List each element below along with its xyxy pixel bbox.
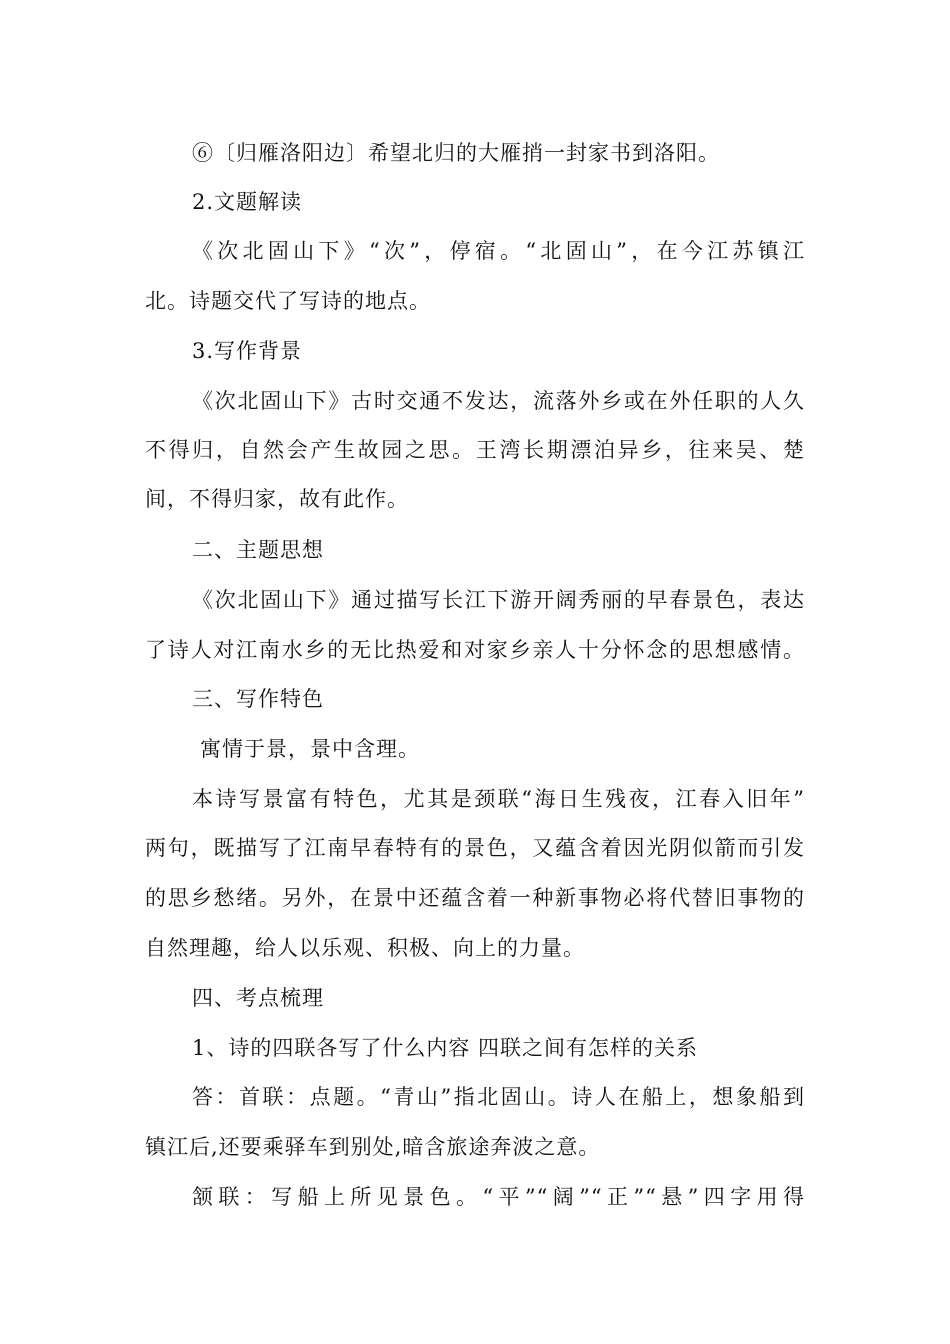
features-line-1: 本诗写景富有特色，尤其是颈联“海日生残夜，江春入旧年” (192, 787, 805, 811)
heading-theme: 二、主题思想 (192, 538, 324, 562)
features-line-4: 自然理趣，给人以乐观、积极、向上的力量。 (145, 936, 585, 960)
answer-line-1: 答：首联：点题。“青山”指北固山。诗人在船上，想象船到 (192, 1085, 805, 1109)
features-line-2: 两句，既描写了江南早春特有的景色，又蕴含着因光阴似箭而引发 (145, 836, 805, 860)
answer-line-3: 颔联：写船上所见景色。“平”“阔”“正”“悬”四字用得 (192, 1185, 805, 1209)
question-1: 1、诗的四联各写了什么内容 四联之间有怎样的关系 (192, 1036, 699, 1060)
background-line-2: 不得归，自然会产生故园之思。王湾长期漂泊异乡，往来吴、楚 (145, 438, 805, 462)
note-6-line: ⑥〔归雁洛阳边〕希望北归的大雁捎一封家书到洛阳。 (192, 141, 720, 165)
features-summary: 寓情于景，景中含理。 (200, 737, 420, 761)
heading-key-points: 四、考点梳理 (192, 986, 324, 1010)
theme-line-1: 《次北固山下》通过描写长江下游开阔秀丽的早春景色，表达 (192, 588, 805, 612)
heading-writing-background: 3.写作背景 (192, 339, 303, 363)
background-line-3: 间，不得归家，故有此作。 (145, 487, 409, 511)
heading-writing-features: 三、写作特色 (192, 687, 324, 711)
title-interpretation-line-1: 《次北固山下》“次”，停宿。“北固山”，在今江苏镇江 (192, 239, 805, 263)
background-line-1: 《次北固山下》古时交通不发达，流落外乡或在外任职的人久 (192, 389, 805, 413)
title-interpretation-line-2: 北。诗题交代了写诗的地点。 (145, 289, 431, 313)
theme-line-2: 了诗人对江南水乡的无比热爱和对家乡亲人十分怀念的思想感情。 (145, 638, 805, 662)
answer-line-2: 镇江后,还要乘驿车到别处,暗含旅途奔波之意。 (145, 1135, 601, 1159)
heading-title-interpretation: 2.文题解读 (192, 190, 303, 214)
features-line-3: 的思乡愁绪。另外，在景中还蕴含着一种新事物必将代替旧事物的 (145, 886, 805, 910)
